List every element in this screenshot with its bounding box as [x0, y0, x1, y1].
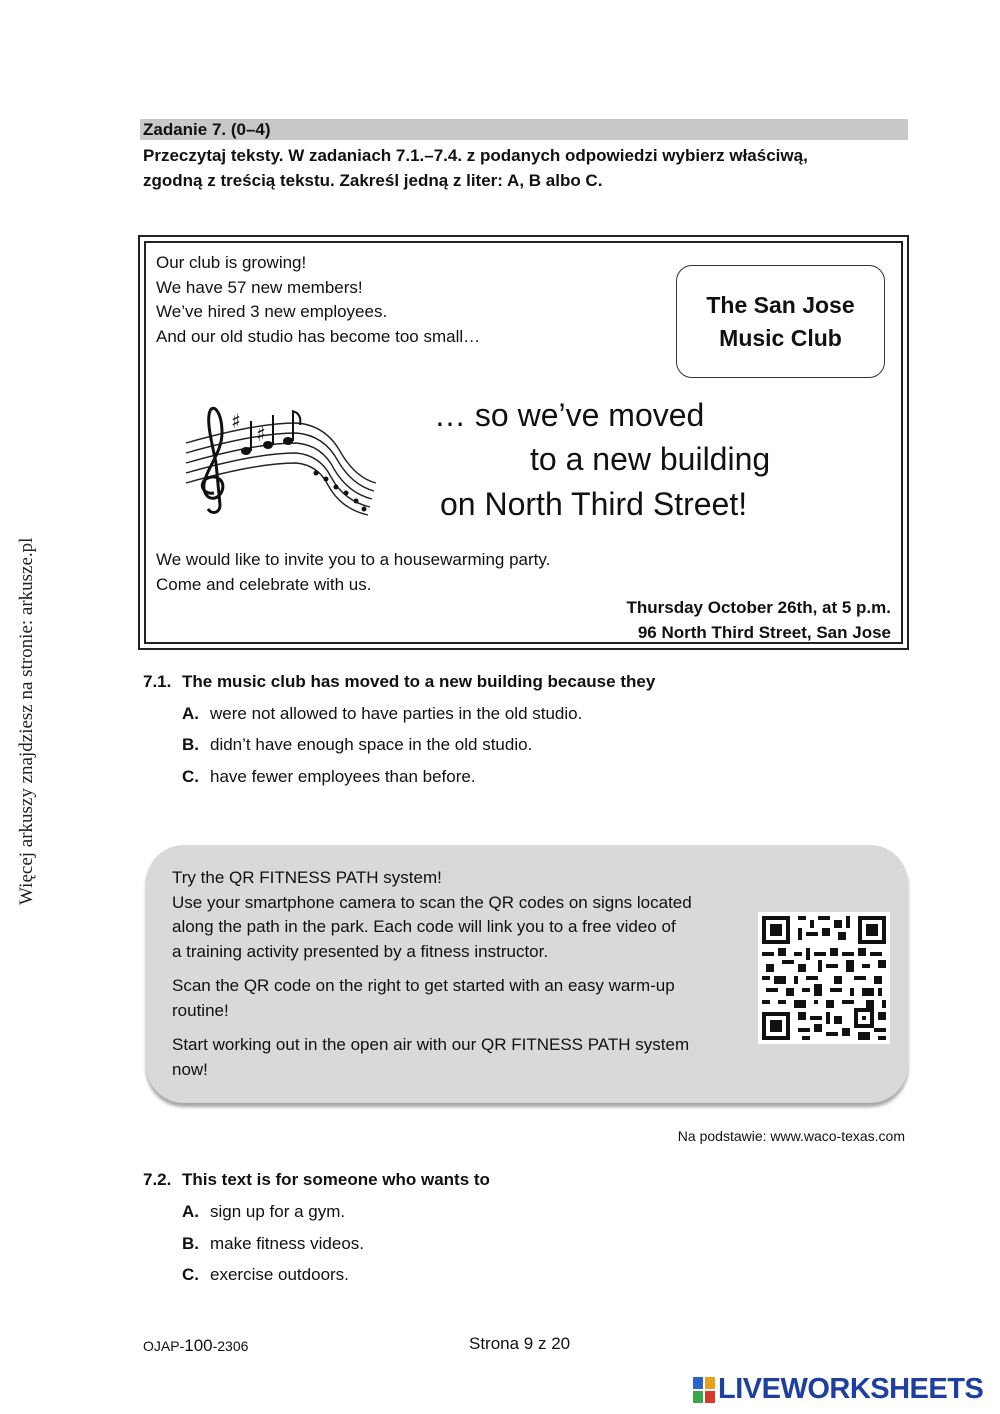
answer-option-c[interactable] [182, 1265, 349, 1285]
option-text: exercise outdoors. [210, 1265, 349, 1284]
club-intro-line: Our club is growing! [156, 253, 307, 272]
club-name-line: The San Jose [706, 291, 855, 318]
music-club-notice [138, 235, 909, 650]
club-intro-line: We have 57 new members! [156, 277, 363, 297]
club-intro-text [156, 251, 480, 349]
question-number: 7.1. [143, 672, 172, 691]
fitness-paragraph [172, 1033, 747, 1082]
event-date: Thursday October 26th, at 5 p.m. [626, 598, 891, 617]
answer-option-a[interactable] [182, 704, 582, 724]
exam-code-prefix: OJAP- [143, 1338, 185, 1354]
club-name-box [676, 265, 885, 378]
question-number: 7.2. [143, 1170, 172, 1189]
source-note: Na podstawie: www.waco-texas.com [677, 1128, 905, 1144]
answer-option-a[interactable] [182, 1202, 345, 1222]
fitness-line: Start working out in the open air with our QR FITNESS PATH system [172, 1035, 690, 1054]
fitness-path-notice [146, 845, 908, 1103]
option-text: have fewer employees than before. [210, 767, 476, 786]
moved-headline-line: to a new building [530, 441, 771, 477]
fitness-text [172, 866, 747, 1092]
brand-name: LIVEWORKSHEETS [718, 1373, 984, 1405]
svg-text:♯: ♯ [231, 409, 241, 433]
fitness-line: a training activity presented by a fitness instructor. [172, 941, 549, 961]
side-watermark-note: Więcej arkuszy znajdziesz na stronie: arkusze.pl [16, 537, 37, 905]
event-address: 96 North Third Street, San Jose [637, 622, 891, 642]
moved-headline-line: … so we’ve moved [434, 397, 705, 433]
option-text: sign up for a gym. [210, 1202, 346, 1221]
question-7-1 [143, 672, 655, 692]
club-intro-line: And our old studio has become too small… [156, 326, 481, 346]
svg-text:♯: ♯ [256, 422, 266, 446]
event-details [626, 596, 891, 645]
music-notes-illustration [176, 383, 381, 523]
fitness-paragraph [172, 974, 747, 1023]
fitness-line: routine! [172, 1000, 229, 1020]
fitness-line: now! [172, 1059, 208, 1079]
option-letter: B. [182, 1234, 199, 1253]
option-letter: A. [182, 1202, 199, 1221]
option-letter: C. [182, 1265, 199, 1284]
fitness-line: Scan the QR code on the right to get started with an easy warm-up [172, 976, 675, 995]
fitness-paragraph [172, 866, 747, 964]
exam-code-mid: 100 [184, 1336, 213, 1355]
fitness-line: Use your smartphone camera to scan the QR codes on signs located [172, 892, 692, 912]
moved-headline-line: on North Third Street! [440, 486, 748, 522]
task-instruction [143, 144, 908, 193]
option-text: didn’t have enough space in the old studio. [210, 735, 533, 754]
page-number: Strona 9 z 20 [469, 1334, 571, 1353]
option-text: were not allowed to have parties in the old studio. [210, 704, 583, 723]
instruction-line: zgodną z treścią tekstu. Zakreśl jedną z liter: A, B albo C. [143, 170, 603, 190]
answer-option-b[interactable] [182, 735, 532, 755]
invitation-line: Come and celebrate with us. [156, 574, 372, 594]
question-text: The music club has moved to a new building because they [182, 672, 656, 691]
club-name-line: Music Club [719, 324, 842, 351]
task-header: Zadanie 7. (0–4) [140, 119, 908, 140]
fitness-line: Try the QR FITNESS PATH system! [172, 868, 442, 887]
fitness-line: along the path in the park. Each code will link you to a free video of [172, 917, 676, 936]
answer-option-b[interactable] [182, 1234, 364, 1254]
option-letter: B. [182, 735, 199, 754]
invitation-line: We would like to invite you to a housewarming party. [156, 550, 551, 569]
club-intro-line: We’ve hired 3 new employees. [156, 302, 388, 321]
liveworksheets-brand[interactable] [693, 1373, 983, 1406]
answer-option-c[interactable] [182, 767, 476, 787]
option-text: make fitness videos. [210, 1234, 365, 1253]
exam-code [143, 1336, 248, 1356]
qr-code-image [758, 912, 890, 1044]
invitation-text [156, 548, 550, 597]
option-letter: A. [182, 704, 199, 723]
option-letter: C. [182, 767, 199, 786]
question-text: This text is for someone who wants to [182, 1170, 490, 1189]
liveworksheets-logo-icon [693, 1377, 715, 1403]
question-7-2 [143, 1170, 490, 1190]
instruction-line: Przeczytaj teksty. W zadaniach 7.1.–7.4. z podanych odpowiedzi wybierz właściwą, [143, 146, 808, 165]
exam-code-suffix: -2306 [212, 1338, 249, 1354]
